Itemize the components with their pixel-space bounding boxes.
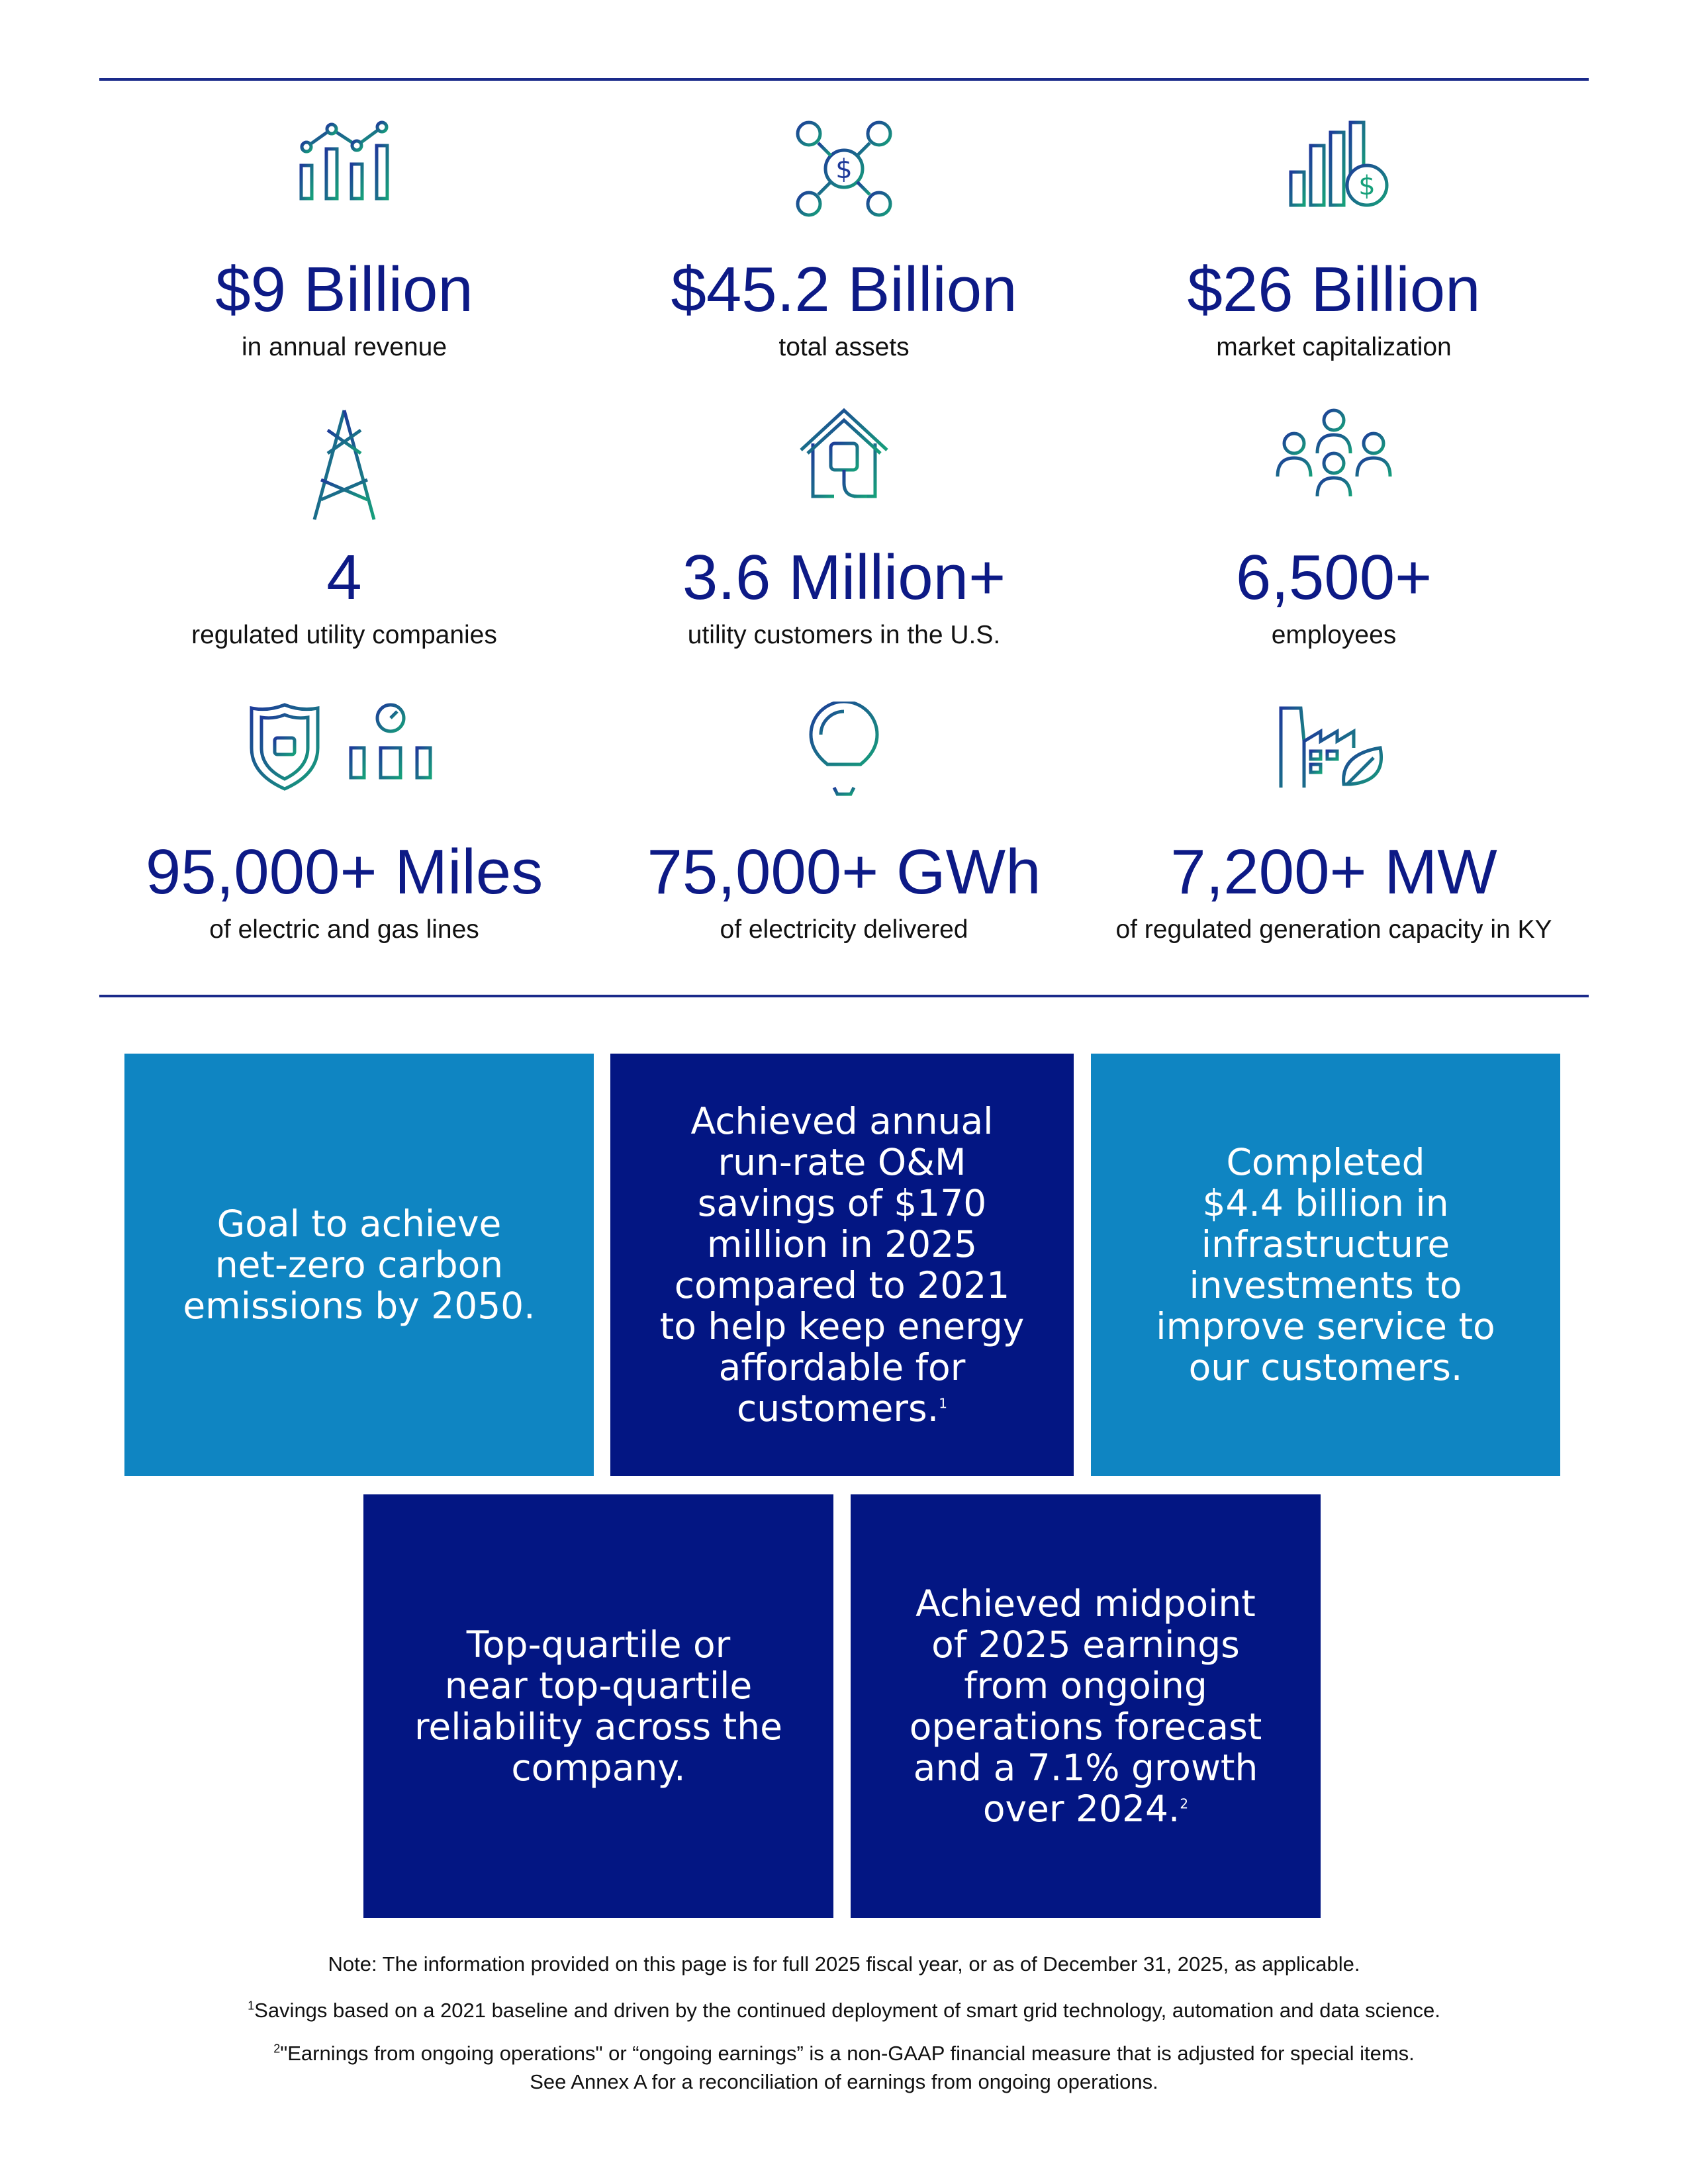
- stat-label: employees: [1271, 621, 1397, 649]
- highlight-text: Completed $4.4 billion in infrastructure investments to improve service to our customers.: [1156, 1141, 1495, 1388]
- stat-label: in annual revenue: [241, 333, 447, 361]
- footnote-marker: 2: [1180, 1796, 1189, 1812]
- highlight-reliability: [363, 1494, 833, 1918]
- stat-label: utility customers in the U.S.: [687, 621, 1001, 649]
- stat-utility-customers: [592, 407, 1096, 652]
- highlight-text: Achieved annual run-rate O&M savings of $170 million in 2025 compared to 2021 to help keep energy affordable for customers.$^1$: [659, 1100, 1025, 1430]
- footnote-2: $^2$"Earnings from ongoing operations" or “ongoing earnings” is a non-GAAP financial measure that is adjusted for special items.: [273, 2042, 1415, 2065]
- stat-annual-revenue: [93, 119, 596, 364]
- stat-lines: [93, 702, 596, 946]
- top-divider: [99, 78, 1589, 81]
- highlight-net-zero: [124, 1054, 594, 1476]
- svg-text:$: $: [1358, 171, 1376, 201]
- stat-value: $45.2 Billion: [671, 254, 1017, 325]
- people-group-icon: [1271, 407, 1397, 500]
- stat-market-cap: [1082, 119, 1585, 364]
- footnote-1: $^1$Savings based on a 2021 baseline and driven by the continued deployment of smart grid technology, automation and data science.: [248, 1999, 1440, 2022]
- shield-plug-pipe-gauge-icon: [248, 702, 440, 794]
- stat-value: $9 Billion: [215, 254, 473, 325]
- highlight-om-savings: [610, 1054, 1074, 1476]
- footnote-2-continued: See Annex A for a reconciliation of earnings from ongoing operations.: [530, 2070, 1158, 2093]
- highlight-text: Achieved midpoint of 2025 earnings from ongoing operations forecast and a 7.1% growth over 2024.$^2$: [909, 1582, 1262, 1830]
- bar-chart-dollar-icon: [1274, 119, 1393, 212]
- note-text: Note: The information provided on this page is for full 2025 fiscal year, or as of December 31, 2025, as applicable.: [328, 1952, 1360, 1976]
- svg-text:$: $: [835, 154, 853, 185]
- stat-value: 4: [326, 542, 362, 613]
- highlight-earnings: [851, 1494, 1321, 1918]
- stat-value: 6,500+: [1235, 542, 1432, 613]
- stat-value: 95,000+ Miles: [145, 837, 543, 907]
- stat-value: $26 Billion: [1187, 254, 1481, 325]
- stat-value: 7,200+ MW: [1170, 837, 1497, 907]
- transmission-tower-icon: [301, 407, 387, 523]
- highlight-text: Goal to achieve net-zero carbon emissions by 2050.: [183, 1203, 536, 1327]
- light-bulb-icon: [808, 702, 880, 801]
- stat-label: of electric and gas lines: [209, 915, 479, 944]
- middle-divider: [99, 995, 1589, 997]
- network-dollar-icon: [794, 119, 894, 218]
- stat-employees: [1082, 407, 1585, 652]
- stat-label: regulated utility companies: [191, 621, 497, 649]
- stat-total-assets: [592, 119, 1096, 364]
- stat-electricity: [592, 702, 1096, 946]
- stat-label: of regulated generation capacity in KY: [1115, 915, 1552, 944]
- footnote-marker: 1: [939, 1395, 947, 1412]
- bar-chart-trend-icon: [288, 119, 400, 212]
- stat-generation: [1082, 702, 1585, 946]
- stat-label: of electricity delivered: [720, 915, 968, 944]
- stat-label: market capitalization: [1216, 333, 1452, 361]
- stat-label: total assets: [778, 333, 910, 361]
- highlight-infrastructure: [1091, 1054, 1560, 1476]
- stat-value: 75,000+ GWh: [647, 837, 1041, 907]
- factory-leaf-icon: [1274, 702, 1393, 791]
- highlight-text: Top-quartile or near top-quartile reliability across the company.: [414, 1623, 782, 1789]
- stat-utility-companies: [93, 407, 596, 652]
- house-plug-icon: [794, 407, 894, 503]
- stat-value: 3.6 Million+: [682, 542, 1006, 613]
